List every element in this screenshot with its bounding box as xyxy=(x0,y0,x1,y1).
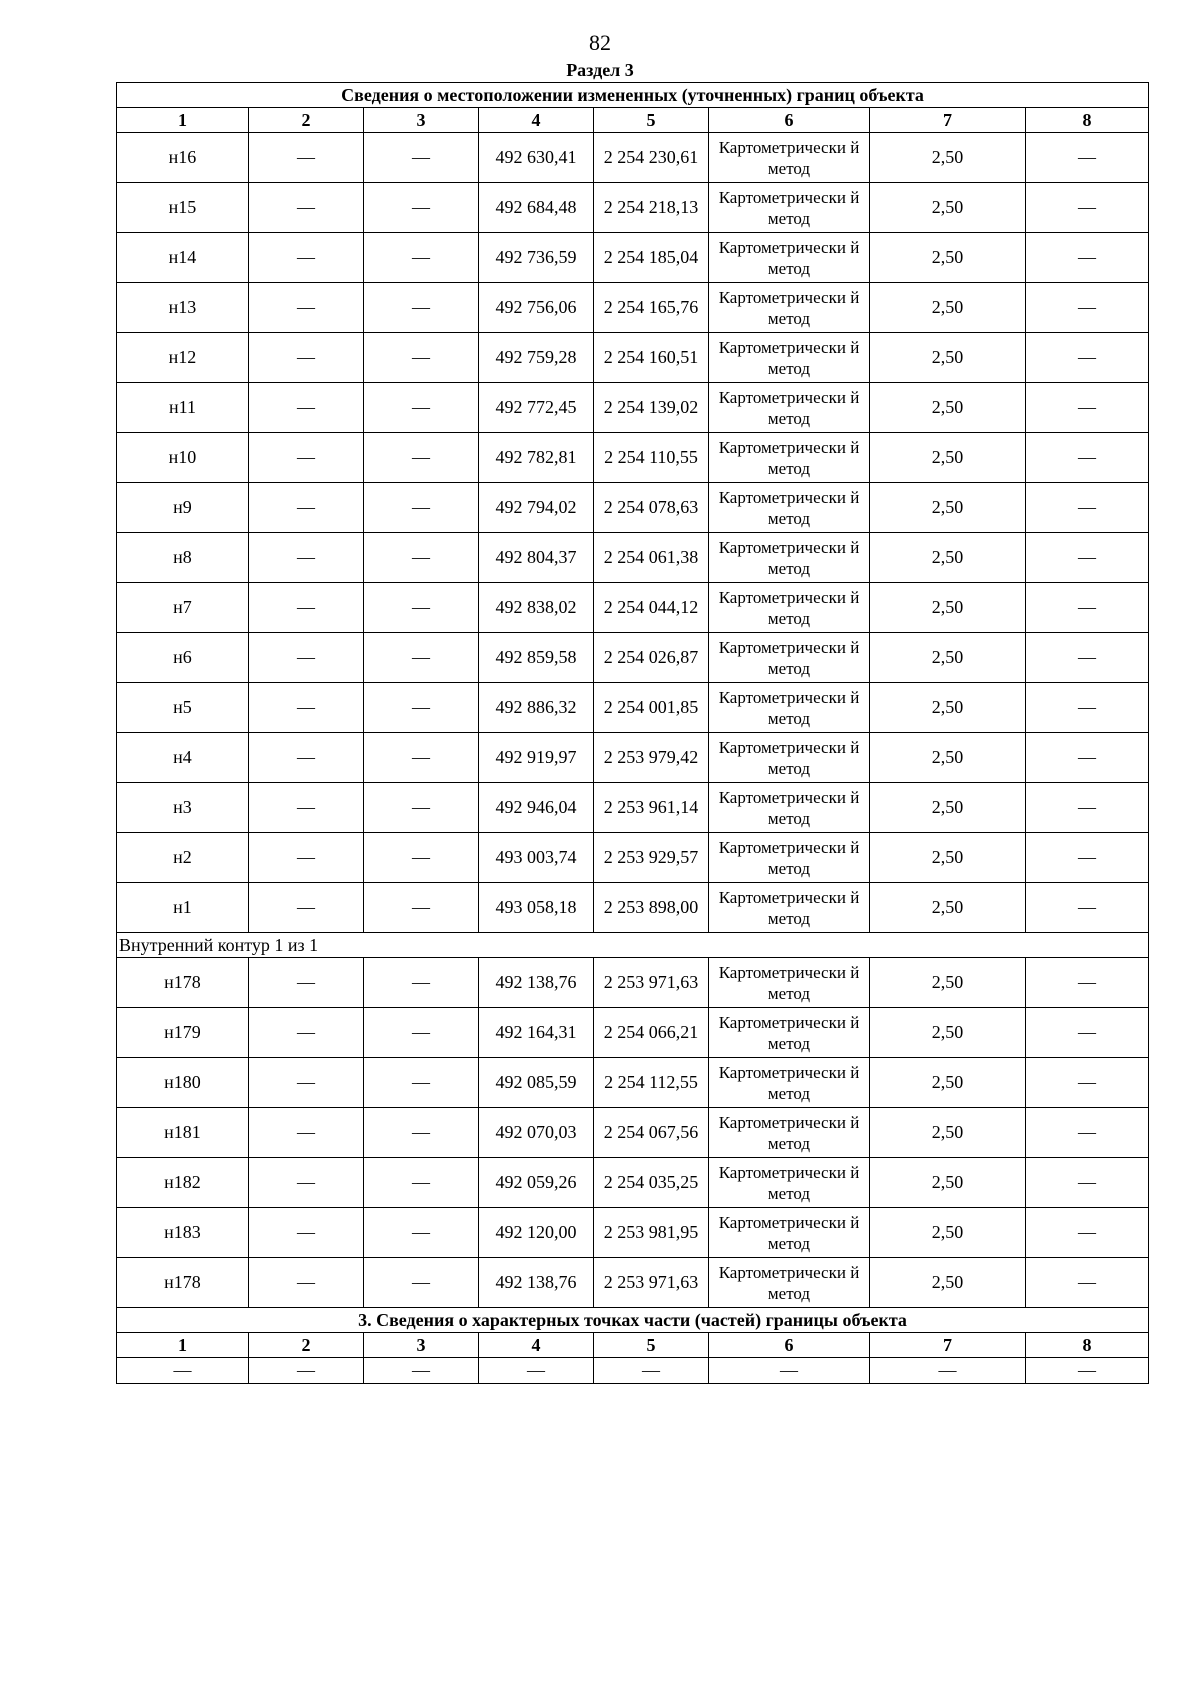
column-2-value: — xyxy=(249,383,364,433)
x-coordinate: 493 003,74 xyxy=(479,833,594,883)
column-2-value: — xyxy=(249,283,364,333)
point-name: н178 xyxy=(117,958,249,1008)
y-coordinate: 2 254 035,25 xyxy=(594,1158,709,1208)
column-8-value: — xyxy=(1026,333,1149,383)
page-number: 82 xyxy=(589,30,611,55)
column-2-value: — xyxy=(249,133,364,183)
accuracy-value: 2,50 xyxy=(870,433,1026,483)
column-2-value: — xyxy=(249,783,364,833)
table-row xyxy=(117,183,1149,233)
y-coordinate: 2 254 112,55 xyxy=(594,1058,709,1108)
part-section-title: 3. Сведения о характерных точках части (частей) границы объекта xyxy=(117,1308,1149,1333)
column-number: 4 xyxy=(479,1333,594,1358)
column-2-value: — xyxy=(249,958,364,1008)
column-2-value: — xyxy=(249,533,364,583)
method-cell: Картометрически й метод xyxy=(709,833,870,883)
accuracy-value: 2,50 xyxy=(870,133,1026,183)
table-row xyxy=(117,483,1149,533)
column-2-value: — xyxy=(249,183,364,233)
method-cell: Картометрически й метод xyxy=(709,683,870,733)
column-2-value: — xyxy=(249,233,364,283)
column-2-value: — xyxy=(249,583,364,633)
column-2-value: — xyxy=(249,433,364,483)
method-cell: Картометрически й метод xyxy=(709,1058,870,1108)
y-coordinate: 2 254 110,55 xyxy=(594,433,709,483)
x-coordinate: 492 794,02 xyxy=(479,483,594,533)
table-row xyxy=(117,283,1149,333)
x-coordinate: 492 085,59 xyxy=(479,1058,594,1108)
column-number: 2 xyxy=(249,108,364,133)
column-2-value: — xyxy=(249,1008,364,1058)
method-cell: Картометрически й метод xyxy=(709,183,870,233)
x-coordinate: 492 772,45 xyxy=(479,383,594,433)
column-2-value: — xyxy=(249,683,364,733)
y-coordinate: 2 254 067,56 xyxy=(594,1108,709,1158)
accuracy-value: 2,50 xyxy=(870,783,1026,833)
method-cell: Картометрически й метод xyxy=(709,883,870,933)
accuracy-value: 2,50 xyxy=(870,1058,1026,1108)
column-number: 5 xyxy=(594,108,709,133)
column-8-value: — xyxy=(1026,683,1149,733)
accuracy-value: 2,50 xyxy=(870,958,1026,1008)
column-8-value: — xyxy=(1026,883,1149,933)
column-3-value: — xyxy=(364,583,479,633)
column-3-value: — xyxy=(364,683,479,733)
column-8-value: — xyxy=(1026,1008,1149,1058)
method-cell: Картометрически й метод xyxy=(709,783,870,833)
column-3-value: — xyxy=(364,383,479,433)
column-8-value: — xyxy=(1026,633,1149,683)
column-8-value: — xyxy=(1026,1208,1149,1258)
part-cell: — xyxy=(1026,1358,1149,1384)
accuracy-value: 2,50 xyxy=(870,733,1026,783)
column-3-value: — xyxy=(364,1158,479,1208)
method-cell: Картометрически й метод xyxy=(709,1158,870,1208)
column-8-value: — xyxy=(1026,733,1149,783)
table-row xyxy=(117,783,1149,833)
column-8-value: — xyxy=(1026,433,1149,483)
point-name: н16 xyxy=(117,133,249,183)
method-cell: Картометрически й метод xyxy=(709,533,870,583)
table-row xyxy=(117,133,1149,183)
x-coordinate: 492 059,26 xyxy=(479,1158,594,1208)
boundary-points-table xyxy=(116,82,1149,1384)
point-name: н9 xyxy=(117,483,249,533)
y-coordinate: 2 253 961,14 xyxy=(594,783,709,833)
column-number: 7 xyxy=(870,1333,1026,1358)
accuracy-value: 2,50 xyxy=(870,833,1026,883)
column-number: 3 xyxy=(364,1333,479,1358)
column-2-value: — xyxy=(249,883,364,933)
point-name: н4 xyxy=(117,733,249,783)
column-3-value: — xyxy=(364,833,479,883)
method-cell: Картометрически й метод xyxy=(709,733,870,783)
column-3-value: — xyxy=(364,283,479,333)
column-number: 7 xyxy=(870,108,1026,133)
column-3-value: — xyxy=(364,783,479,833)
y-coordinate: 2 253 971,63 xyxy=(594,958,709,1008)
column-2-value: — xyxy=(249,1058,364,1108)
method-cell: Картометрически й метод xyxy=(709,133,870,183)
table-row xyxy=(117,383,1149,433)
part-table-row xyxy=(117,1358,1149,1384)
y-coordinate: 2 253 898,00 xyxy=(594,883,709,933)
x-coordinate: 492 120,00 xyxy=(479,1208,594,1258)
column-3-value: — xyxy=(364,733,479,783)
accuracy-value: 2,50 xyxy=(870,283,1026,333)
point-name: н13 xyxy=(117,283,249,333)
x-coordinate: 492 070,03 xyxy=(479,1108,594,1158)
point-name: н5 xyxy=(117,683,249,733)
table-row xyxy=(117,233,1149,283)
y-coordinate: 2 254 078,63 xyxy=(594,483,709,533)
column-8-value: — xyxy=(1026,183,1149,233)
column-3-value: — xyxy=(364,133,479,183)
y-coordinate: 2 254 218,13 xyxy=(594,183,709,233)
point-name: н183 xyxy=(117,1208,249,1258)
x-coordinate: 492 919,97 xyxy=(479,733,594,783)
point-name: н182 xyxy=(117,1158,249,1208)
method-cell: Картометрически й метод xyxy=(709,958,870,1008)
point-name: н7 xyxy=(117,583,249,633)
y-coordinate: 2 254 026,87 xyxy=(594,633,709,683)
column-8-value: — xyxy=(1026,1058,1149,1108)
column-3-value: — xyxy=(364,183,479,233)
point-name: н179 xyxy=(117,1008,249,1058)
y-coordinate: 2 253 981,95 xyxy=(594,1208,709,1258)
method-cell: Картометрически й метод xyxy=(709,233,870,283)
accuracy-value: 2,50 xyxy=(870,333,1026,383)
x-coordinate: 492 886,32 xyxy=(479,683,594,733)
method-cell: Картометрически й метод xyxy=(709,1208,870,1258)
point-name: н6 xyxy=(117,633,249,683)
column-3-value: — xyxy=(364,533,479,583)
column-8-value: — xyxy=(1026,133,1149,183)
x-coordinate: 492 138,76 xyxy=(479,958,594,1008)
y-coordinate: 2 254 185,04 xyxy=(594,233,709,283)
point-name: н1 xyxy=(117,883,249,933)
column-number: 1 xyxy=(117,108,249,133)
column-number-row xyxy=(117,108,1149,133)
table-title: Сведения о местоположении измененных (уточненных) границ объекта xyxy=(117,83,1149,108)
column-8-value: — xyxy=(1026,1158,1149,1208)
x-coordinate: 492 756,06 xyxy=(479,283,594,333)
column-number: 3 xyxy=(364,108,479,133)
table-row xyxy=(117,883,1149,933)
table-row xyxy=(117,958,1149,1008)
part-cell: — xyxy=(709,1358,870,1384)
x-coordinate: 492 164,31 xyxy=(479,1008,594,1058)
x-coordinate: 493 058,18 xyxy=(479,883,594,933)
x-coordinate: 492 946,04 xyxy=(479,783,594,833)
y-coordinate: 2 254 139,02 xyxy=(594,383,709,433)
accuracy-value: 2,50 xyxy=(870,1008,1026,1058)
point-name: н3 xyxy=(117,783,249,833)
x-coordinate: 492 759,28 xyxy=(479,333,594,383)
table-row xyxy=(117,583,1149,633)
column-2-value: — xyxy=(249,833,364,883)
column-8-value: — xyxy=(1026,533,1149,583)
y-coordinate: 2 254 066,21 xyxy=(594,1008,709,1058)
accuracy-value: 2,50 xyxy=(870,583,1026,633)
point-name: н180 xyxy=(117,1058,249,1108)
accuracy-value: 2,50 xyxy=(870,183,1026,233)
column-8-value: — xyxy=(1026,1108,1149,1158)
table-row xyxy=(117,433,1149,483)
table-row xyxy=(117,633,1149,683)
column-3-value: — xyxy=(364,633,479,683)
method-cell: Картометрически й метод xyxy=(709,1108,870,1158)
x-coordinate: 492 804,37 xyxy=(479,533,594,583)
x-coordinate: 492 736,59 xyxy=(479,233,594,283)
table-row xyxy=(117,1258,1149,1308)
point-name: н12 xyxy=(117,333,249,383)
y-coordinate: 2 253 979,42 xyxy=(594,733,709,783)
table-row xyxy=(117,333,1149,383)
column-2-value: — xyxy=(249,1108,364,1158)
column-number: 1 xyxy=(117,1333,249,1358)
column-8-value: — xyxy=(1026,283,1149,333)
column-number: 2 xyxy=(249,1333,364,1358)
column-8-value: — xyxy=(1026,583,1149,633)
column-number: 8 xyxy=(1026,108,1149,133)
y-coordinate: 2 254 230,61 xyxy=(594,133,709,183)
point-name: н8 xyxy=(117,533,249,583)
column-3-value: — xyxy=(364,958,479,1008)
inner-contour-label: Внутренний контур 1 из 1 xyxy=(117,933,1149,958)
accuracy-value: 2,50 xyxy=(870,1258,1026,1308)
table-row xyxy=(117,1208,1149,1258)
column-3-value: — xyxy=(364,883,479,933)
y-coordinate: 2 254 061,38 xyxy=(594,533,709,583)
accuracy-value: 2,50 xyxy=(870,683,1026,733)
column-2-value: — xyxy=(249,483,364,533)
y-coordinate: 2 253 971,63 xyxy=(594,1258,709,1308)
method-cell: Картометрически й метод xyxy=(709,383,870,433)
y-coordinate: 2 253 929,57 xyxy=(594,833,709,883)
accuracy-value: 2,50 xyxy=(870,233,1026,283)
accuracy-value: 2,50 xyxy=(870,383,1026,433)
column-2-value: — xyxy=(249,633,364,683)
column-8-value: — xyxy=(1026,483,1149,533)
part-column-number-row xyxy=(117,1333,1149,1358)
x-coordinate: 492 859,58 xyxy=(479,633,594,683)
x-coordinate: 492 684,48 xyxy=(479,183,594,233)
column-8-value: — xyxy=(1026,1258,1149,1308)
accuracy-value: 2,50 xyxy=(870,533,1026,583)
x-coordinate: 492 782,81 xyxy=(479,433,594,483)
accuracy-value: 2,50 xyxy=(870,883,1026,933)
y-coordinate: 2 254 160,51 xyxy=(594,333,709,383)
column-number: 8 xyxy=(1026,1333,1149,1358)
part-cell: — xyxy=(870,1358,1026,1384)
column-3-value: — xyxy=(364,1258,479,1308)
point-name: н15 xyxy=(117,183,249,233)
column-3-value: — xyxy=(364,1008,479,1058)
point-name: н178 xyxy=(117,1258,249,1308)
method-cell: Картометрически й метод xyxy=(709,333,870,383)
part-cell: — xyxy=(594,1358,709,1384)
column-8-value: — xyxy=(1026,958,1149,1008)
y-coordinate: 2 254 001,85 xyxy=(594,683,709,733)
accuracy-value: 2,50 xyxy=(870,633,1026,683)
method-cell: Картометрически й метод xyxy=(709,633,870,683)
table-row xyxy=(117,833,1149,883)
point-name: н10 xyxy=(117,433,249,483)
column-number: 4 xyxy=(479,108,594,133)
column-number: 6 xyxy=(709,1333,870,1358)
method-cell: Картометрически й метод xyxy=(709,283,870,333)
column-8-value: — xyxy=(1026,833,1149,883)
point-name: н2 xyxy=(117,833,249,883)
y-coordinate: 2 254 165,76 xyxy=(594,283,709,333)
column-2-value: — xyxy=(249,1158,364,1208)
part-cell: — xyxy=(249,1358,364,1384)
table-row xyxy=(117,1158,1149,1208)
x-coordinate: 492 838,02 xyxy=(479,583,594,633)
x-coordinate: 492 630,41 xyxy=(479,133,594,183)
column-2-value: — xyxy=(249,733,364,783)
accuracy-value: 2,50 xyxy=(870,483,1026,533)
point-name: н11 xyxy=(117,383,249,433)
table-row xyxy=(117,1058,1149,1108)
part-cell: — xyxy=(117,1358,249,1384)
column-number: 5 xyxy=(594,1333,709,1358)
accuracy-value: 2,50 xyxy=(870,1208,1026,1258)
column-3-value: — xyxy=(364,433,479,483)
method-cell: Картометрически й метод xyxy=(709,483,870,533)
y-coordinate: 2 254 044,12 xyxy=(594,583,709,633)
section-title: Раздел 3 xyxy=(566,60,634,80)
column-3-value: — xyxy=(364,233,479,283)
x-coordinate: 492 138,76 xyxy=(479,1258,594,1308)
column-2-value: — xyxy=(249,1258,364,1308)
accuracy-value: 2,50 xyxy=(870,1158,1026,1208)
method-cell: Картометрически й метод xyxy=(709,433,870,483)
table-row xyxy=(117,1108,1149,1158)
accuracy-value: 2,50 xyxy=(870,1108,1026,1158)
column-number: 6 xyxy=(709,108,870,133)
column-3-value: — xyxy=(364,1058,479,1108)
method-cell: Картометрически й метод xyxy=(709,1258,870,1308)
column-3-value: — xyxy=(364,1208,479,1258)
table-row xyxy=(117,1008,1149,1058)
column-8-value: — xyxy=(1026,383,1149,433)
column-3-value: — xyxy=(364,483,479,533)
point-name: н14 xyxy=(117,233,249,283)
part-cell: — xyxy=(364,1358,479,1384)
column-8-value: — xyxy=(1026,233,1149,283)
column-3-value: — xyxy=(364,1108,479,1158)
table-row xyxy=(117,683,1149,733)
column-2-value: — xyxy=(249,333,364,383)
table-row xyxy=(117,533,1149,583)
method-cell: Картометрически й метод xyxy=(709,583,870,633)
part-cell: — xyxy=(479,1358,594,1384)
method-cell: Картометрически й метод xyxy=(709,1008,870,1058)
table-row xyxy=(117,733,1149,783)
column-3-value: — xyxy=(364,333,479,383)
point-name: н181 xyxy=(117,1108,249,1158)
column-2-value: — xyxy=(249,1208,364,1258)
column-8-value: — xyxy=(1026,783,1149,833)
